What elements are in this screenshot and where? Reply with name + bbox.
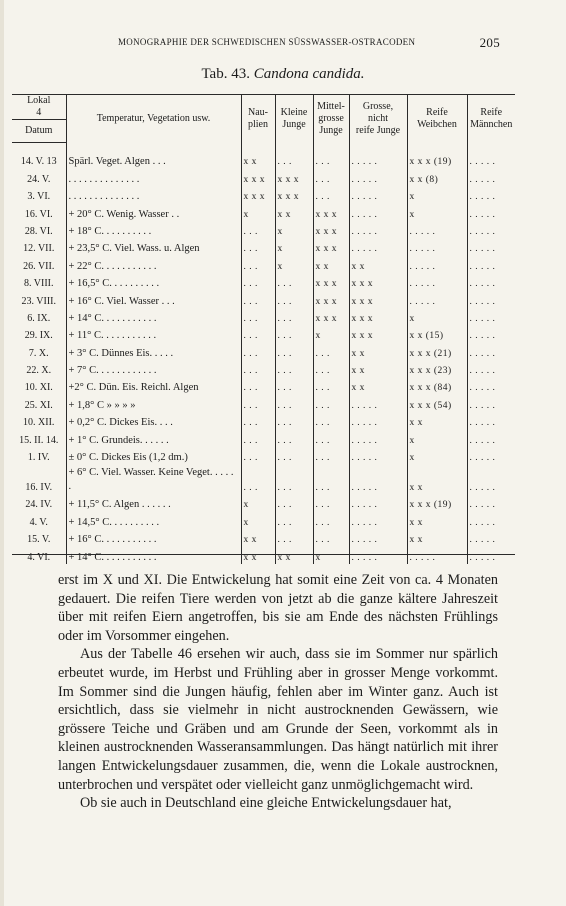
grosse-junge-cell: . . . . . (349, 494, 407, 511)
mittelgrosse-junge-cell: . . . (313, 464, 349, 494)
reife-maennchen-cell: . . . . . (467, 394, 515, 411)
grosse-junge-cell: . . . . . (349, 412, 407, 429)
reife-weibchen-cell: . . . . . (407, 221, 467, 238)
paragraph: Ob sie auch in Deutschland eine gleiche Entwickelungsdauer hat, (80, 795, 452, 812)
reife-maennchen-cell: . . . . . (467, 203, 515, 220)
nauplien-cell: . . . (241, 238, 275, 255)
temperature-cell: +2° C. Dün. Eis. Reichl. Algen (66, 377, 241, 394)
mittelgrosse-junge-cell: . . . (313, 529, 349, 546)
date-cell: 15. V. (27, 534, 51, 546)
date-cell: 22. X. (26, 365, 52, 377)
temperature-cell: + 3° C. Dünnes Eis. . . . . (66, 342, 241, 359)
reife-maennchen-cell: . . . . . (467, 325, 515, 342)
reife-weibchen-cell: x x (407, 511, 467, 528)
date-cell: 15. II. 14. (19, 434, 59, 446)
reife-maennchen-cell: . . . . . (467, 546, 515, 563)
kleine-junge-cell: . . . (275, 447, 313, 464)
mittelgrosse-junge-cell: . . . (313, 151, 349, 168)
nauplien-cell: . . . (241, 447, 275, 464)
table-row (12, 429, 515, 446)
grosse-junge-cell: . . . . . (349, 429, 407, 446)
grosse-junge-cell: . . . . . (349, 464, 407, 494)
header-lokal (12, 95, 66, 120)
nauplien-cell: . . . (241, 273, 275, 290)
temperature-cell: Spärl. Veget. Algen . . . (66, 151, 241, 168)
species-name: Candona candida. (253, 66, 365, 82)
kleine-junge-cell: . . . (275, 377, 313, 394)
reife-weibchen-cell: x x x (84) (407, 377, 467, 394)
table-row (12, 273, 515, 290)
date-cell: 4. VI. (27, 551, 51, 563)
temperature-cell: . . . . . . . . . . . . . . (66, 186, 241, 203)
grosse-junge-cell: x x x (349, 325, 407, 342)
table-caption (0, 66, 566, 83)
nauplien-cell: . . . (241, 290, 275, 307)
reife-maennchen-cell: . . . . . (467, 494, 515, 511)
temperature-cell: + 14° C. . . . . . . . . . . (66, 308, 241, 325)
table-row (12, 394, 515, 411)
reife-maennchen-cell: . . . . . (467, 464, 515, 494)
mittelgrosse-junge-cell: x x x (313, 221, 349, 238)
temperature-cell: ± 0° C. Dickes Eis (1,2 dm.) (66, 447, 241, 464)
nauplien-cell: . . . (241, 429, 275, 446)
kleine-junge-cell: . . . (275, 342, 313, 359)
reife-weibchen-cell: x x (407, 529, 467, 546)
grosse-junge-cell: . . . . . (349, 511, 407, 528)
temperature-cell: + 11° C. . . . . . . . . . . (66, 325, 241, 342)
reife-maennchen-cell: . . . . . (467, 342, 515, 359)
table-row (12, 255, 515, 272)
kleine-junge-cell: . . . (275, 429, 313, 446)
grosse-junge-cell: x x x (349, 308, 407, 325)
temperature-cell: + 14° C. . . . . . . . . . . (66, 546, 241, 563)
table-row (12, 221, 515, 238)
reife-maennchen-cell: . . . . . (467, 255, 515, 272)
nauplien-cell: . . . (241, 308, 275, 325)
kleine-junge-cell: x (275, 238, 313, 255)
reife-weibchen-cell: . . . . . (407, 238, 467, 255)
kleine-junge-cell: x (275, 221, 313, 238)
date-cell: 23. VIII. (21, 295, 57, 307)
kleine-junge-cell: x x (275, 203, 313, 220)
reife-weibchen-cell: x x x (19) (407, 151, 467, 168)
table-row (12, 238, 515, 255)
reife-maennchen-cell: . . . . . (467, 360, 515, 377)
mittelgrosse-junge-cell: . . . (313, 186, 349, 203)
reife-weibchen-cell: x x x (19) (407, 494, 467, 511)
running-head (118, 35, 500, 50)
kleine-junge-cell: x (275, 255, 313, 272)
grosse-junge-cell: . . . . . (349, 447, 407, 464)
nauplien-cell: x (241, 494, 275, 511)
mittelgrosse-junge-cell: x x x (313, 273, 349, 290)
mittelgrosse-junge-cell: x (313, 325, 349, 342)
date-cell: 1. IV. (27, 452, 50, 464)
reife-weibchen-cell: x (407, 429, 467, 446)
header-temperatur: Temperatur, Vegetation usw. (66, 95, 241, 143)
grosse-junge-cell: . . . . . (349, 221, 407, 238)
mittelgrosse-junge-cell: . . . (313, 342, 349, 359)
grosse-junge-cell: . . . . . (349, 203, 407, 220)
nauplien-cell: . . . (241, 360, 275, 377)
date-cell: 16. VI. (24, 208, 53, 220)
grosse-junge-cell: . . . . . (349, 529, 407, 546)
table-row (12, 203, 515, 220)
kleine-junge-cell: x x x (275, 186, 313, 203)
data-table (12, 94, 515, 564)
mittelgrosse-junge-cell: . . . (313, 394, 349, 411)
nauplien-cell: . . . (241, 464, 275, 494)
nauplien-cell: . . . (241, 342, 275, 359)
date-cell: 14. V. 13 (20, 156, 57, 168)
kleine-junge-cell: x x x (275, 168, 313, 185)
table-body (12, 151, 515, 564)
mittelgrosse-junge-cell: x x (313, 255, 349, 272)
date-cell: 26. VII. (23, 260, 55, 272)
header-reife-weibchen: Reife Weibchen (407, 95, 467, 143)
table-row (12, 529, 515, 546)
grosse-junge-cell: x x (349, 342, 407, 359)
table-label: Tab. 43. (201, 66, 250, 82)
kleine-junge-cell: . . . (275, 511, 313, 528)
nauplien-cell: . . . (241, 255, 275, 272)
reife-weibchen-cell: x (407, 447, 467, 464)
running-head-title: MONOGRAPHIE DER SCHWEDISCHEN SÜSSWASSER-OSTRACODEN (118, 37, 416, 47)
kleine-junge-cell: . . . (275, 151, 313, 168)
nauplien-cell: . . . (241, 221, 275, 238)
kleine-junge-cell: . . . (275, 360, 313, 377)
reife-weibchen-cell: x x (8) (407, 168, 467, 185)
table-row (12, 377, 515, 394)
kleine-junge-cell: . . . (275, 325, 313, 342)
mittelgrosse-junge-cell: . . . (313, 494, 349, 511)
header-nauplien: Nau- plien (241, 95, 275, 143)
header-grosse-nicht-reife: Grosse, nicht reife Junge (349, 95, 407, 143)
reife-maennchen-cell: . . . . . (467, 168, 515, 185)
kleine-junge-cell: . . . (275, 464, 313, 494)
table-row (12, 360, 515, 377)
reife-weibchen-cell: . . . . . (407, 255, 467, 272)
nauplien-cell: . . . (241, 377, 275, 394)
temperature-cell: + 0,2° C. Dickes Eis. . . . (66, 412, 241, 429)
reife-maennchen-cell: . . . . . (467, 511, 515, 528)
kleine-junge-cell: . . . (275, 273, 313, 290)
reife-weibchen-cell: . . . . . (407, 290, 467, 307)
table-row (12, 494, 515, 511)
table-row (12, 511, 515, 528)
header-mittelgrosse-junge: Mittel- grosse Junge (313, 95, 349, 143)
date-cell: 25. XI. (24, 399, 53, 411)
grosse-junge-cell: . . . . . (349, 186, 407, 203)
reife-maennchen-cell: . . . . . (467, 529, 515, 546)
reife-weibchen-cell: . . . . . (407, 546, 467, 563)
mittelgrosse-junge-cell: . . . (313, 168, 349, 185)
kleine-junge-cell: . . . (275, 412, 313, 429)
mittelgrosse-junge-cell: x x x (313, 290, 349, 307)
header-datum: Datum (12, 120, 66, 143)
temperature-cell: + 16,5° C. . . . . . . . . . (66, 273, 241, 290)
reife-weibchen-cell: x x x (21) (407, 342, 467, 359)
reife-maennchen-cell: . . . . . (467, 412, 515, 429)
grosse-junge-cell: x x (349, 360, 407, 377)
reife-maennchen-cell: . . . . . (467, 151, 515, 168)
kleine-junge-cell: . . . (275, 290, 313, 307)
paragraph: erst im X und XI. Die Entwickelung hat somit eine Zeit von ca. 4 Monaten gedauert. Die reifen Tiere werden von jetzt ab die ganze kältere Jahreszeit über mit reifen Eiern angetroffen, bis sie am Ende des nächsten Frühlings oder im Vorsommer eingehen. (58, 572, 498, 644)
table-row (12, 308, 515, 325)
grosse-junge-cell: . . . . . (349, 238, 407, 255)
reife-maennchen-cell: . . . . . (467, 429, 515, 446)
date-cell: 10. XI. (24, 382, 53, 394)
kleine-junge-cell: . . . (275, 494, 313, 511)
temperature-cell: . . . . . . . . . . . . . . (66, 168, 241, 185)
nauplien-cell: x x (241, 546, 275, 563)
date-cell: 16. IV. (25, 482, 53, 494)
reife-maennchen-cell: . . . . . (467, 221, 515, 238)
mittelgrosse-junge-cell: x x x (313, 238, 349, 255)
mittelgrosse-junge-cell: x (313, 546, 349, 563)
table-row (12, 186, 515, 203)
mittelgrosse-junge-cell: . . . (313, 429, 349, 446)
temperature-cell: + 16° C. . . . . . . . . . . (66, 529, 241, 546)
date-cell: 29. IX. (24, 330, 53, 342)
table-row (12, 342, 515, 359)
reife-weibchen-cell: x (407, 203, 467, 220)
reife-weibchen-cell: x x (407, 464, 467, 494)
mittelgrosse-junge-cell: . . . (313, 447, 349, 464)
reife-maennchen-cell: . . . . . (467, 290, 515, 307)
header-lokal-number: 4 (36, 107, 42, 118)
body-text (58, 571, 498, 813)
nauplien-cell: . . . (241, 412, 275, 429)
temperature-cell: + 16° C. Viel. Wasser . . . (66, 290, 241, 307)
table-row (12, 290, 515, 307)
temperature-cell: + 1,8° C » » » » (66, 394, 241, 411)
temperature-cell: + 20° C. Wenig. Wasser . . (66, 203, 241, 220)
table-row (12, 168, 515, 185)
temperature-cell: + 22° C. . . . . . . . . . . (66, 255, 241, 272)
nauplien-cell: x x (241, 529, 275, 546)
mittelgrosse-junge-cell: . . . (313, 412, 349, 429)
temperature-cell: + 1° C. Grundeis. . . . . . (66, 429, 241, 446)
header-lokal-text: Lokal (27, 95, 51, 106)
mittelgrosse-junge-cell: . . . (313, 511, 349, 528)
kleine-junge-cell: x x (275, 546, 313, 563)
temperature-cell: + 14,5° C. . . . . . . . . . (66, 511, 241, 528)
grosse-junge-cell: . . . . . (349, 394, 407, 411)
nauplien-cell: . . . (241, 325, 275, 342)
mittelgrosse-junge-cell: . . . (313, 377, 349, 394)
date-cell: 6. IX. (27, 312, 51, 324)
nauplien-cell: x (241, 203, 275, 220)
nauplien-cell: . . . (241, 394, 275, 411)
reife-maennchen-cell: . . . . . (467, 186, 515, 203)
date-cell: 12. VII. (23, 243, 55, 255)
reife-weibchen-cell: x (407, 308, 467, 325)
grosse-junge-cell: x x (349, 377, 407, 394)
date-cell: 28. VI. (24, 225, 53, 237)
table-row (12, 447, 515, 464)
temperature-cell: + 11,5° C. Algen . . . . . . (66, 494, 241, 511)
date-cell: 24. IV. (25, 499, 53, 511)
page-number: 205 (479, 35, 500, 50)
reife-maennchen-cell: . . . . . (467, 377, 515, 394)
kleine-junge-cell: . . . (275, 529, 313, 546)
date-cell: 7. X. (28, 347, 49, 359)
temperature-cell: + 6° C. Viel. Wasser. Keine Veget. . . . . . (66, 464, 241, 494)
grosse-junge-cell: x x x (349, 273, 407, 290)
paragraph: Aus der Tabelle 46 ersehen wir auch, dass sie im Sommer nur spärlich erbeutet wurde, im Herbst und Frühling aber in grosser Menge vorkommt. Im Sommer sind die Jungen häufig, fehlen aber im Winter ganz. Auch ist ersichtlich, dass sie vielmehr in nicht austrocknenden Gewässern, wie grössere Teiche und Gräben und am Grunde der Seen, vorkommt als in kleinen austrocknenden Wasseransammlungen. Das hängt natürlich mit ihrer langen Entwickelungsdauer zusammen, die, wenn die Lokale austrocknen, unterbrochen und verspätet oder vielleicht ganz unmöglichgemacht wird. (58, 646, 498, 793)
mittelgrosse-junge-cell: x x x (313, 203, 349, 220)
reife-maennchen-cell: . . . . . (467, 273, 515, 290)
kleine-junge-cell: . . . (275, 308, 313, 325)
grosse-junge-cell: . . . . . (349, 151, 407, 168)
grosse-junge-cell: x x (349, 255, 407, 272)
nauplien-cell: x x x (241, 186, 275, 203)
date-cell: 24. V. (27, 173, 51, 185)
table-row (12, 464, 515, 494)
header-reife-maennchen: Reife Männchen (467, 95, 515, 143)
grosse-junge-cell: . . . . . (349, 168, 407, 185)
reife-weibchen-cell: x x x (23) (407, 360, 467, 377)
page-edge (0, 0, 4, 906)
mittelgrosse-junge-cell: x x x (313, 308, 349, 325)
nauplien-cell: x (241, 511, 275, 528)
table-row (12, 412, 515, 429)
reife-weibchen-cell: x x (407, 412, 467, 429)
reife-maennchen-cell: . . . . . (467, 447, 515, 464)
grosse-junge-cell: . . . . . (349, 546, 407, 563)
reife-maennchen-cell: . . . . . (467, 308, 515, 325)
temperature-cell: + 23,5° C. Viel. Wass. u. Algen (66, 238, 241, 255)
date-cell: 3. VI. (27, 191, 51, 203)
table-row (12, 151, 515, 168)
mittelgrosse-junge-cell: . . . (313, 360, 349, 377)
reife-weibchen-cell: x (407, 186, 467, 203)
reife-weibchen-cell: . . . . . (407, 273, 467, 290)
date-cell: 4. V. (29, 516, 48, 528)
date-cell: 10. XII. (23, 417, 55, 429)
grosse-junge-cell: x x x (349, 290, 407, 307)
nauplien-cell: x x (241, 151, 275, 168)
header-kleine-junge: Kleine Junge (275, 95, 313, 143)
temperature-cell: + 18° C. . . . . . . . . . (66, 221, 241, 238)
temperature-cell: + 7° C. . . . . . . . . . . . (66, 360, 241, 377)
reife-weibchen-cell: x x (15) (407, 325, 467, 342)
table-row (12, 325, 515, 342)
table-bottom-rule (12, 554, 515, 555)
kleine-junge-cell: . . . (275, 394, 313, 411)
nauplien-cell: x x x (241, 168, 275, 185)
date-cell: 8. VIII. (23, 278, 54, 290)
reife-maennchen-cell: . . . . . (467, 238, 515, 255)
reife-weibchen-cell: x x x (54) (407, 394, 467, 411)
